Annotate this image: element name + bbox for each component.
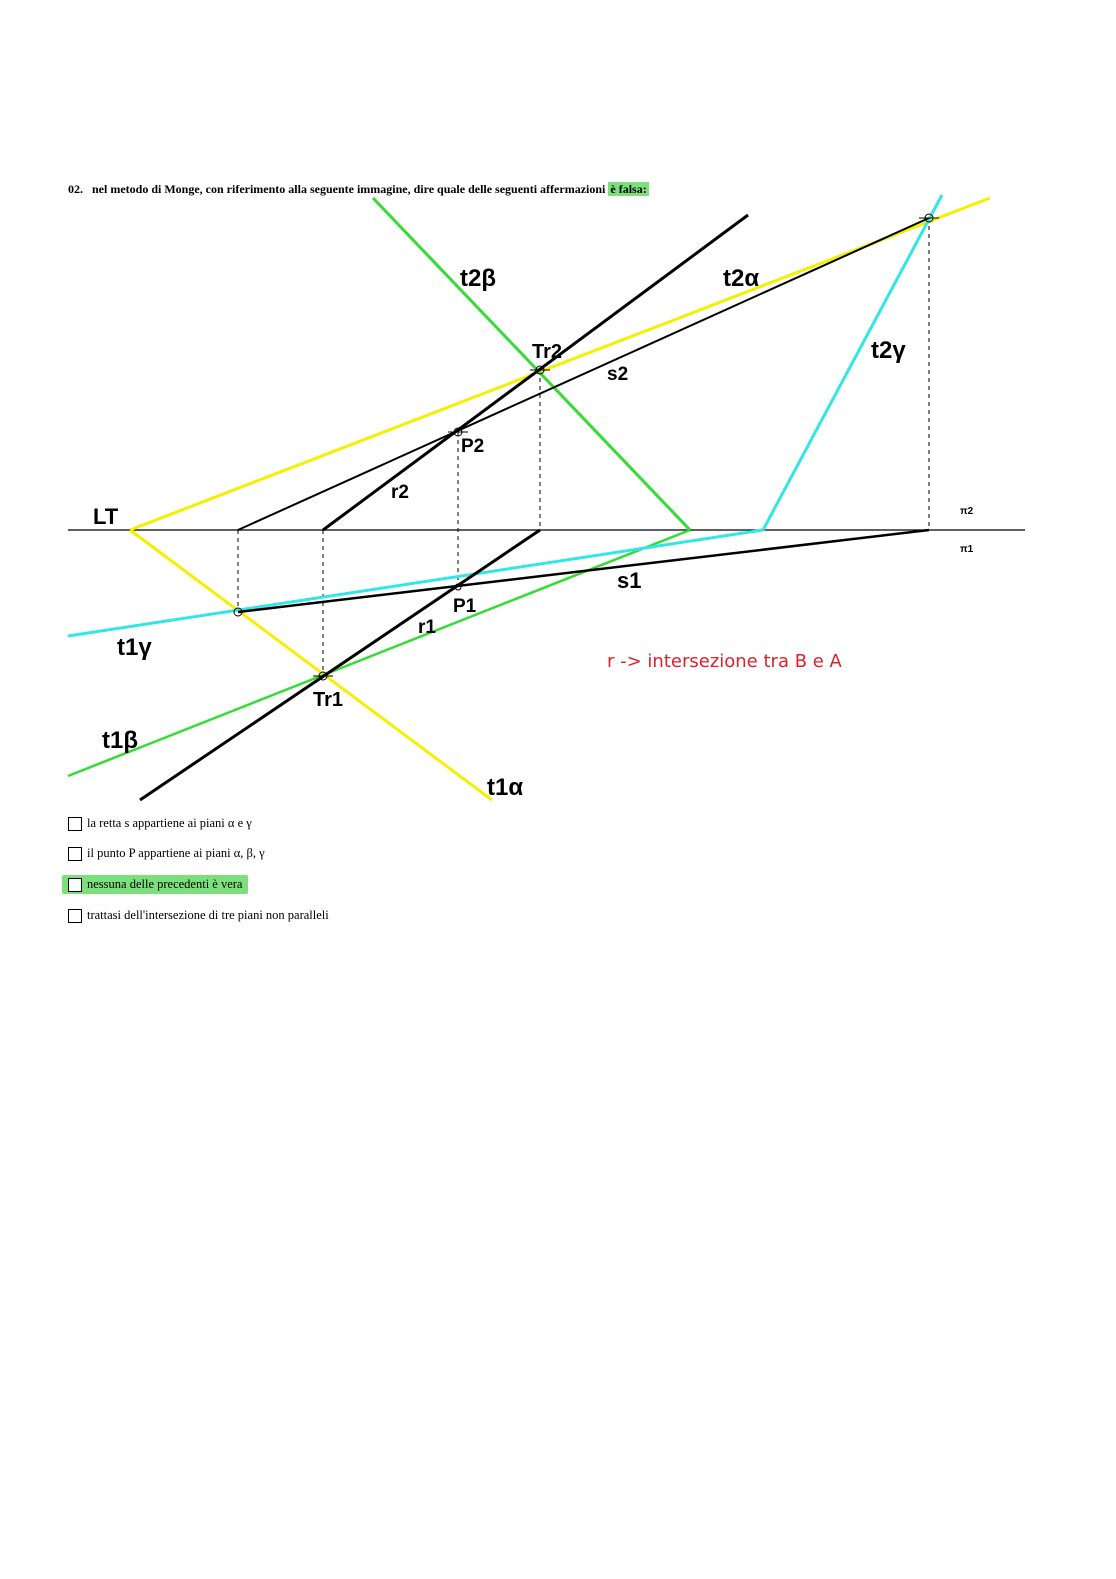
option-2[interactable] [68,846,265,861]
label-pi1: π1 [960,544,974,555]
option-label: il punto P appartiene ai piani α, β, γ [87,846,265,860]
trace-t2gamma [763,195,942,530]
label-t1alpha: t1α [487,774,524,801]
label-r2: r2 [391,482,409,503]
line-s1 [238,530,929,612]
label-t2gamma: t2γ [871,337,906,364]
label-tr2: Tr2 [532,341,563,363]
label-s1: s1 [617,568,642,593]
option-label: la retta s appartiene ai piani α e γ [87,816,252,830]
line-r1 [140,530,540,800]
label-pi2: π2 [960,506,974,517]
label-p2: P2 [461,436,485,457]
question-highlight: è falsa: [610,182,647,196]
trace-t2beta [373,198,690,530]
trace-t1beta [68,530,690,776]
label-tr1: Tr1 [313,689,344,711]
trace-t1gamma [68,530,763,636]
annotation-note: r -> intersezione tra B e A [607,651,842,672]
checkbox[interactable] [68,878,82,892]
trace-t1alpha [130,530,492,800]
label-t2alpha: t2α [723,265,760,292]
label-t2beta: t2β [460,265,496,292]
option-label: nessuna delle precedenti è vera [87,877,243,891]
question-number: 02. [68,182,83,196]
line-s2 [238,218,929,530]
monge-diagram [0,190,1116,810]
option-3[interactable] [62,875,248,894]
option-1[interactable] [68,816,252,831]
checkbox[interactable] [68,847,82,861]
line-r2 [323,215,748,530]
checkbox[interactable] [68,817,82,831]
label-t1gamma: t1γ [117,634,152,661]
option-4[interactable] [68,908,329,923]
label-lt: LT [93,504,119,529]
label-s2: s2 [607,364,629,385]
label-t1beta: t1β [102,727,138,754]
question-body: nel metodo di Monge, con riferimento alla seguente immagine, dire quale delle seguenti affermazioni [92,182,606,196]
point-markers [234,214,939,680]
option-label: trattasi dell'intersezione di tre piani non paralleli [87,908,329,922]
label-p1: P1 [453,596,477,617]
checkbox[interactable] [68,909,82,923]
label-r1: r1 [418,617,436,638]
